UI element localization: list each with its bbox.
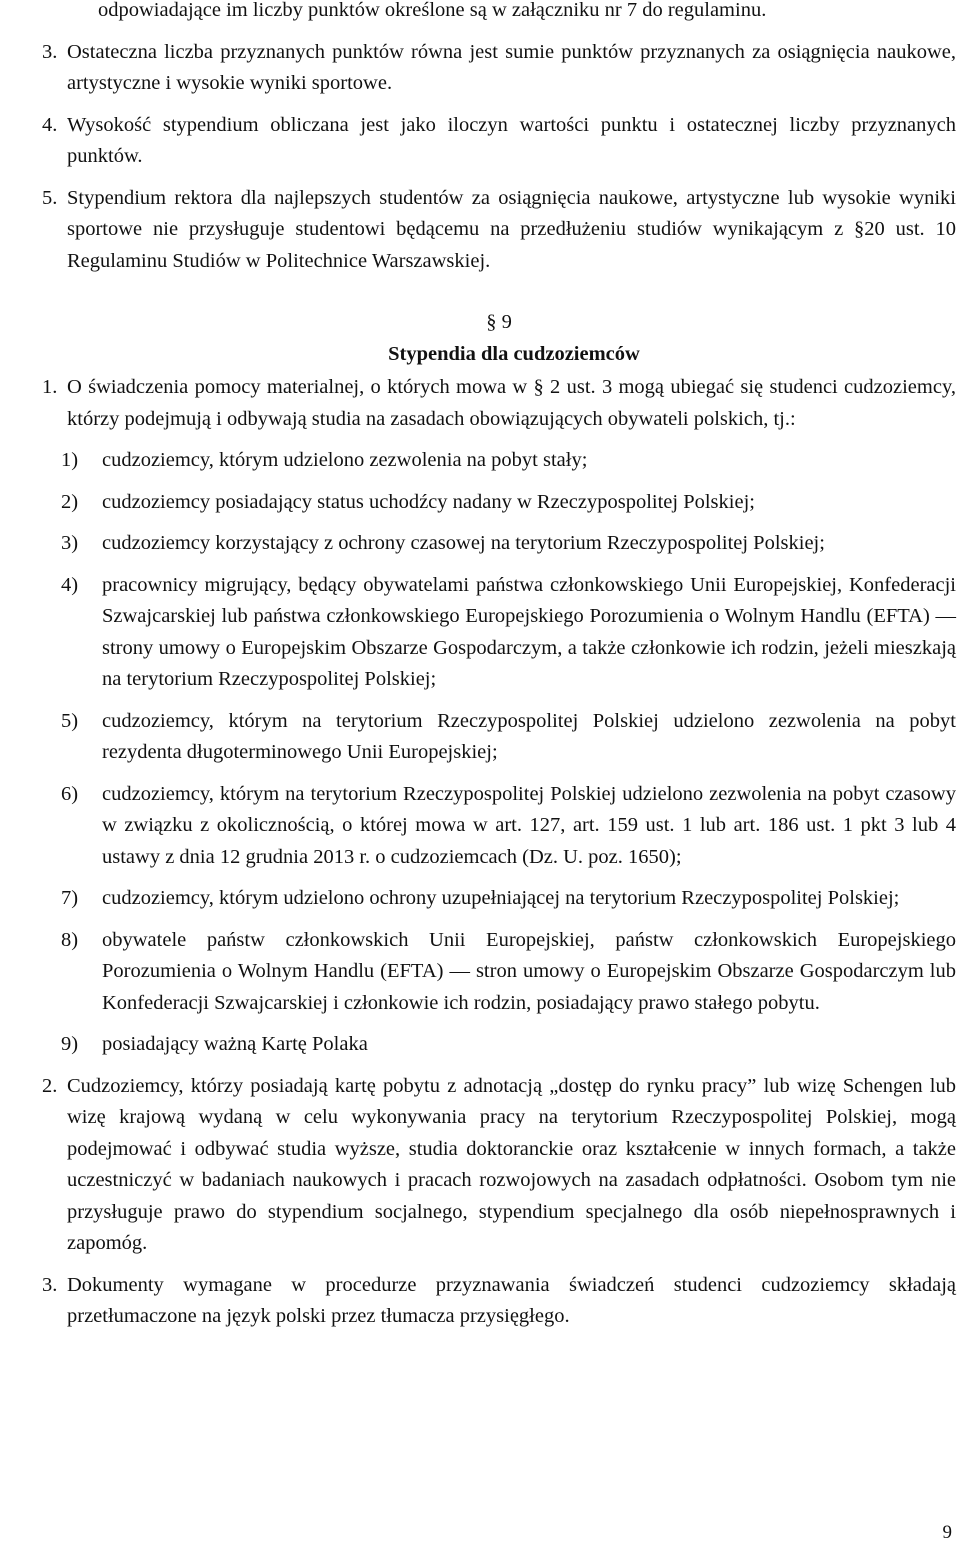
item-text: Wysokość stypendium obliczana jest jako iloczyn wartości punktu i ostatecznej liczby przyznanych punktów. <box>67 113 956 167</box>
sub-item-text: cudzoziemcy, którym na terytorium Rzeczypospolitej Polskiej udzielono zezwolenia na pobyt rezydenta długoterminowego Unii Europejskiej; <box>102 709 956 763</box>
sub-item-text: cudzoziemcy posiadający status uchodźcy nadany w Rzeczypospolitej Polskiej; <box>102 490 755 513</box>
sub-list <box>42 445 956 1061</box>
sub-item-text: posiadający ważną Kartę Polaka <box>102 1033 368 1055</box>
sub-list-item <box>42 925 956 1020</box>
section-title: Stypendia dla cudzoziemców <box>388 343 640 365</box>
item-number: 1. <box>42 376 58 398</box>
sub-item-text: pracownicy migrujący, będący obywatelami państwa członkowskiego Unii Europejskiej, Konfederacji Szwajcarskiej lub państwa członkowskiego Europejskiego Porozumienia o Wolnym Handlu (EFTA) — strony umowy o Europejskim Obszarze Gospodarczym, a także członkowie ich rodzin, jeżeli mieszkają na terytorium Rzeczypospolitej Polskiej; <box>102 573 956 690</box>
item-text: O świadczenia pomocy materialnej, o których mowa w § 2 ust. 3 mogą ubiegać się studenci cudzoziemcy, którzy podejmują i odbywają studia na zasadach obowiązujących obywateli polskich, tj.: <box>67 376 956 430</box>
sub-list-item <box>42 706 956 769</box>
sub-item-number: 7) <box>61 887 79 909</box>
sub-list-item <box>42 528 956 560</box>
sub-item-text: cudzoziemcy, którym udzielono zezwolenia na pobyt stały; <box>102 449 588 471</box>
sub-item-number: 9) <box>61 1033 79 1055</box>
sub-list-item <box>42 883 956 915</box>
page-number: 9 <box>942 1522 952 1543</box>
item-number: 5. <box>42 186 58 209</box>
list-item <box>42 110 956 173</box>
item-number: 3. <box>42 1273 58 1296</box>
document-page <box>42 0 956 1333</box>
list-item <box>42 37 956 100</box>
list-item <box>42 372 956 435</box>
list-item <box>42 1071 956 1260</box>
continuation-line: odpowiadające im liczby punktów określone są w załączniku nr 7 do regulaminu. <box>98 0 767 21</box>
item-text: Stypendium rektora dla najlepszych studentów za osiągnięcia naukowe, artystyczne lub wysokie wyniki sportowe nie przysługuje studentowi będącemu na przedłużeniu studiów wynikającym z §20 ust. 10 Regulaminu Studiów w Politechnice Warszawskiej. <box>67 186 956 272</box>
item-text: Cudzoziemcy, którzy posiadają kartę pobytu z adnotacją „dostęp do rynku pracy” lub wizę Schengen lub wizę krajową wydaną w celu wykonywania pracy na terytorium Rzeczypospolitej Polskiej, mogą podejmować i odbywać studia wyższe, studia doktoranckie oraz kształcenie w innych formach, a także uczestniczyć w badaniach naukowych i pracach rozwojowych na zasadach odpłatności. Osobom tym nie przysługuje prawo do stypendium socjalnego, stypendium specjalnego dla osób niepełnosprawnych i zapomóg. <box>67 1074 956 1254</box>
sub-item-number: 8) <box>61 928 79 951</box>
sub-list-item <box>42 779 956 874</box>
sub-list-item <box>42 570 956 696</box>
list-item <box>42 183 956 278</box>
sub-list-item <box>42 1029 956 1061</box>
item-text: Ostateczna liczba przyznanych punktów równa jest sumie punktów przyznanych za osiągnięcia naukowe, artystyczne i wysokie wyniki sportowe. <box>67 40 956 94</box>
item-number: 3. <box>42 40 58 63</box>
sub-item-text: cudzoziemcy, którym na terytorium Rzeczypospolitej Polskiej udzielono zezwolenia na pobyt czasowy w związku z okolicznością, o której mowa w art. 127, art. 159 ust. 1 lub art. 186 ust. 1 pkt 3 lub 4 ustawy z dnia 12 grudnia 2013 r. o cudzoziemcach (Dz. U. poz. 1650); <box>102 782 956 868</box>
item-number: 2. <box>42 1074 58 1097</box>
sub-item-number: 1) <box>61 449 79 471</box>
sub-item-number: 5) <box>61 709 79 732</box>
sub-item-number: 3) <box>61 532 79 554</box>
sub-item-text: cudzoziemcy korzystający z ochrony czasowej na terytorium Rzeczypospolitej Polskiej; <box>102 532 825 554</box>
sub-list-item <box>42 445 956 477</box>
item-number: 4. <box>42 113 58 136</box>
section-sign: § 9 <box>486 311 512 333</box>
sub-item-number: 4) <box>61 573 79 596</box>
item-text: Dokumenty wymagane w procedurze przyznawania świadczeń studenci cudzoziemcy składają przetłumaczone na język polski przez tłumacza przysięgłego. <box>67 1273 956 1327</box>
sub-item-number: 2) <box>61 490 79 513</box>
list-item <box>42 1270 956 1333</box>
sub-list-item <box>42 487 956 519</box>
sub-item-text: obywatele państw członkowskich Unii Europejskiej, państw członkowskich Europejskiego Porozumienia o Wolnym Handlu (EFTA) — stron umowy o Europejskim Obszarze Gospodarczym lub Konfederacji Szwajcarskiej i członkowie ich rodzin, posiadający prawo stałego pobytu. <box>102 928 956 1014</box>
sub-item-text: cudzoziemcy, którym udzielono ochrony uzupełniającej na terytorium Rzeczypospolitej Polskiej; <box>102 887 900 909</box>
sub-item-number: 6) <box>61 782 79 805</box>
